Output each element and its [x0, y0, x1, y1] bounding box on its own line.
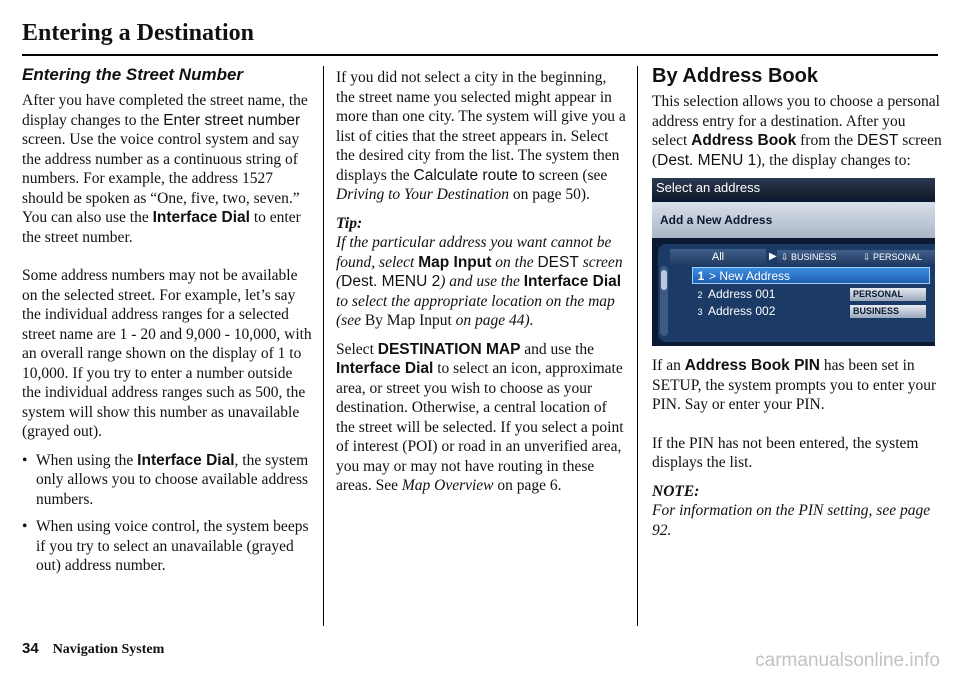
item-number: 3	[697, 307, 703, 317]
column-divider	[637, 66, 638, 626]
cross-reference: Map Overview	[401, 477, 494, 494]
text: to select the appropriate location on the map (see	[336, 292, 615, 329]
paragraph	[336, 340, 626, 496]
item-number: 2	[697, 290, 703, 300]
tab-personal[interactable]: ⇩ PERSONAL	[859, 250, 935, 264]
cross-reference: By Map Input	[364, 312, 452, 329]
text: on page 6.	[493, 477, 562, 494]
text: If the particular address you want cannot be found, select	[336, 234, 612, 271]
text: screen (	[652, 132, 942, 169]
tip-label: Tip:	[336, 214, 363, 232]
screen-name: DEST	[856, 132, 899, 149]
screen-name: Calculate route to	[413, 166, 535, 184]
screen-title: Select an address	[652, 178, 935, 198]
control-name: Map Input	[418, 253, 492, 271]
watermark: carmanualsonline.info	[755, 650, 940, 671]
text: screen. Use the voice control system and say the address number as a continuous string of numbers. For example, the address 1527 should be spoken as “One, five, two, seven.” You can also use the	[22, 131, 300, 226]
text: , the system only allows you to choose available address numbers.	[36, 451, 309, 508]
list-item[interactable]	[692, 303, 930, 320]
tab-all[interactable]: All	[670, 249, 766, 265]
bullet-marker: •	[22, 518, 28, 535]
tab-business[interactable]: ⇩ BUSINESS	[777, 250, 861, 264]
text: has been set in SETUP, the system prompts you to enter your PIN. Say or enter your PIN.	[652, 357, 937, 413]
text: on page 50).	[508, 186, 590, 203]
text: ), the display changes to:	[756, 151, 911, 169]
add-new-address-button[interactable]: Add a New Address	[652, 202, 935, 238]
bullet-text	[36, 451, 312, 510]
section-heading-street-number: Entering the Street Number	[22, 65, 244, 84]
list-scrollbar[interactable]	[660, 266, 668, 336]
paragraph: If the PIN has not been entered, the system displays the list.	[652, 434, 919, 471]
text: to select an icon, approximate area, or street you wish to choose as your destination. Otherwise, a central location of the street will be selected. If you select a point of interest (POI) or road in an unverified area, you may or may not have routing in these areas. See	[336, 360, 624, 494]
text: If an	[652, 357, 685, 374]
text: This selection allows you to choose a personal address entry for a destination. After you select	[652, 93, 940, 149]
page-number: 34	[22, 640, 39, 657]
note-label: NOTE:	[652, 482, 700, 500]
text: Select	[336, 340, 378, 358]
column-3	[652, 64, 942, 540]
play-arrow-icon: ▶	[769, 251, 777, 262]
control-name: DESTINATION MAP	[377, 340, 521, 358]
control-name: Interface Dial	[523, 273, 622, 290]
title-rule	[22, 54, 938, 56]
list-item[interactable]	[692, 267, 930, 284]
filter-tabs	[670, 249, 935, 265]
text: When using the	[36, 451, 138, 469]
list-item[interactable]	[692, 286, 930, 303]
text: on page 44).	[451, 312, 534, 329]
navigation-screenshot	[652, 178, 935, 346]
bullet-text: When using voice control, the system beeps if you try to select an unavailable (grayed out) address number.	[36, 518, 309, 574]
bullet-item	[22, 517, 312, 576]
item-label: Address 001	[708, 287, 776, 301]
screen-name: Dest. MENU 2	[341, 273, 441, 290]
column-divider	[323, 66, 324, 626]
tip-text	[336, 233, 626, 331]
text: After you have completed the street name, the display changes to the	[22, 92, 308, 129]
control-name: Interface Dial	[137, 451, 235, 469]
page-title: Entering a Destination	[22, 20, 255, 46]
control-name: Interface Dial	[336, 360, 434, 377]
section-heading-address-book: By Address Book	[652, 65, 818, 87]
scrollbar-thumb[interactable]	[661, 270, 667, 290]
text: If you did not select a city in the beginning, the street name you selected might appear in more than one city. The system will give you a list of cities that the street appears in. Select the desired city from the list. The system then displays the	[336, 69, 626, 184]
address-list	[658, 244, 935, 342]
category-tag: BUSINESS	[850, 305, 926, 318]
bullet-marker: •	[22, 451, 28, 469]
screen-name: DEST	[537, 253, 579, 271]
text: ) and use the	[440, 273, 524, 290]
column-2	[336, 68, 626, 496]
text: from the	[796, 132, 857, 149]
text: screen (	[336, 253, 623, 290]
screen-name: Dest. MENU 1	[657, 151, 757, 169]
item-label: > New Address	[709, 269, 791, 283]
control-name: Address Book PIN	[684, 357, 820, 374]
category-tag: PERSONAL	[850, 288, 926, 301]
paragraph: Some address numbers may not be available on the selected street. For example, let’s say the individual address ranges for a selected street name are 1 - 20 and 9,000 - 10,000, with an overall range shown on the display of 1 to 10,000. If you try to enter a number outside the individual address ranges such as 500, the system will show this number as unavailable (grayed out).	[22, 267, 312, 440]
control-name: Address Book	[691, 132, 797, 149]
item-label: Address 002	[708, 304, 776, 318]
paragraph	[336, 68, 626, 205]
text: and use the	[520, 340, 595, 358]
bullet-item	[22, 451, 312, 510]
column-1	[22, 64, 312, 584]
page-footer	[22, 640, 164, 658]
cross-reference: Driving to Your Destination	[336, 186, 509, 203]
text: screen (see	[535, 166, 608, 184]
item-number: 1	[697, 269, 705, 283]
text: on the	[491, 253, 538, 271]
paragraph	[652, 356, 942, 415]
text: to enter the street number.	[22, 209, 301, 246]
paragraph	[22, 91, 312, 247]
screen-name: Enter street number	[163, 111, 301, 129]
control-name: Interface Dial	[152, 209, 250, 226]
note-text: For information on the PIN setting, see page 92.	[652, 502, 931, 539]
paragraph	[652, 92, 942, 170]
footer-section-title: Navigation System	[52, 642, 165, 657]
